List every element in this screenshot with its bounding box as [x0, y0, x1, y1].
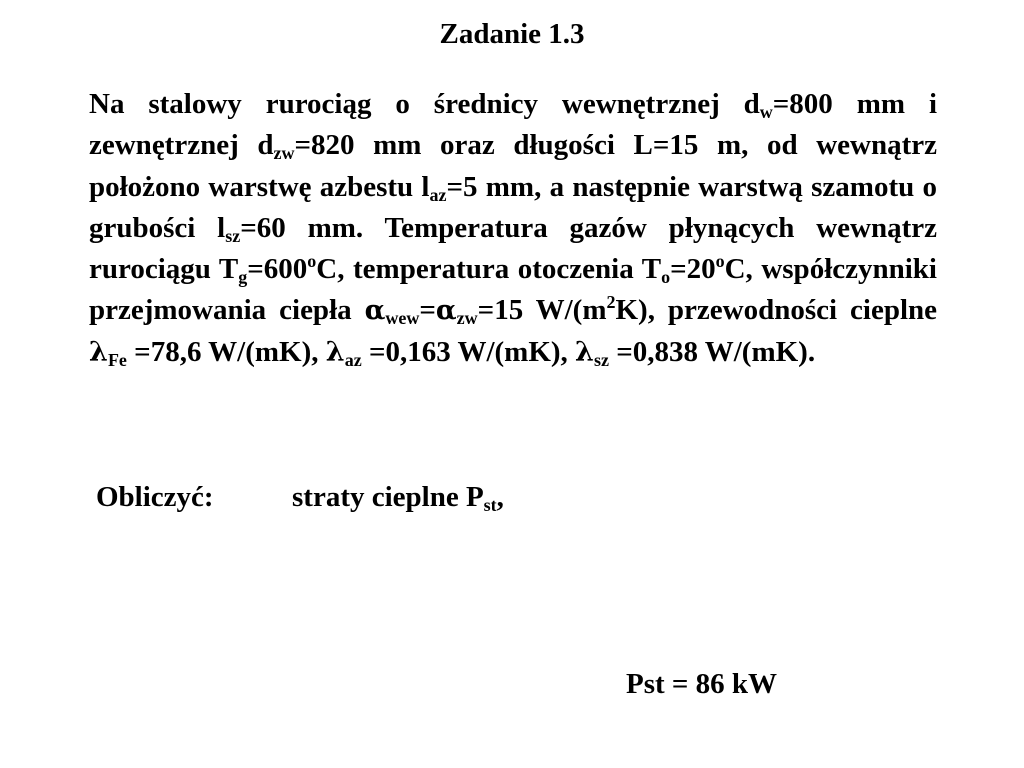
text-segment: =20 [670, 253, 716, 286]
subscript: az [429, 184, 447, 205]
lambda-symbol: λ [575, 336, 594, 368]
subscript: sz [593, 349, 609, 370]
subscript: zw [273, 143, 295, 164]
text-segment: =0,838 W/(mK). [608, 335, 816, 368]
subscript: wew [385, 308, 420, 329]
subscript: st [483, 495, 497, 515]
superscript: o [307, 251, 317, 272]
subscript: zw [456, 308, 478, 329]
lambda-symbol: λ [325, 336, 345, 368]
superscript: 2 [606, 292, 616, 313]
superscript: o [715, 251, 725, 272]
alpha-symbol: α [364, 295, 386, 327]
text-segment: = [419, 294, 436, 327]
text-segment: =15 W/(m [477, 294, 607, 327]
subscript: az [344, 349, 362, 370]
result-answer: Pst = 86 kW [626, 668, 778, 700]
text-segment: C, temperatura otoczenia T [316, 253, 662, 286]
page-title: Zadanie 1.3 [439, 18, 585, 50]
text-segment: =600 [247, 253, 308, 286]
task-text: straty cieplne P [292, 481, 484, 513]
text-segment: =60 mm. Temperatura gazów płynących wewnątrz rurociągu T [89, 211, 937, 286]
subscript: Fe [107, 349, 127, 370]
text-segment: C, współczynniki przejmowania ciepła [89, 253, 937, 327]
problem-statement [89, 84, 937, 373]
subscript: g [238, 267, 248, 288]
text-segment: =800 mm i zewnętrznej d [89, 88, 938, 162]
lambda-symbol: λ [89, 336, 108, 368]
task-line [96, 477, 504, 517]
text-segment: =5 mm, a następnie warstwą szamotu o grubości l [89, 170, 937, 244]
task-label: Obliczyć: [96, 481, 214, 513]
text-segment: =820 mm oraz długości L=15 m, od wewnątrz położono warstwę azbestu l [89, 129, 937, 203]
text-segment: =0,163 W/(mK), [361, 335, 576, 368]
text-segment: Na stalowy rurociąg o średnicy wewnętrznej d [89, 88, 760, 120]
task-suffix: , [496, 481, 504, 513]
subscript: w [759, 102, 773, 122]
alpha-symbol: α [435, 295, 457, 327]
subscript: sz [225, 225, 241, 246]
text-segment: =78,6 W/(mK), [126, 335, 326, 368]
subscript: o [661, 267, 671, 288]
text-segment: K), przewodności cieplne [615, 294, 938, 327]
